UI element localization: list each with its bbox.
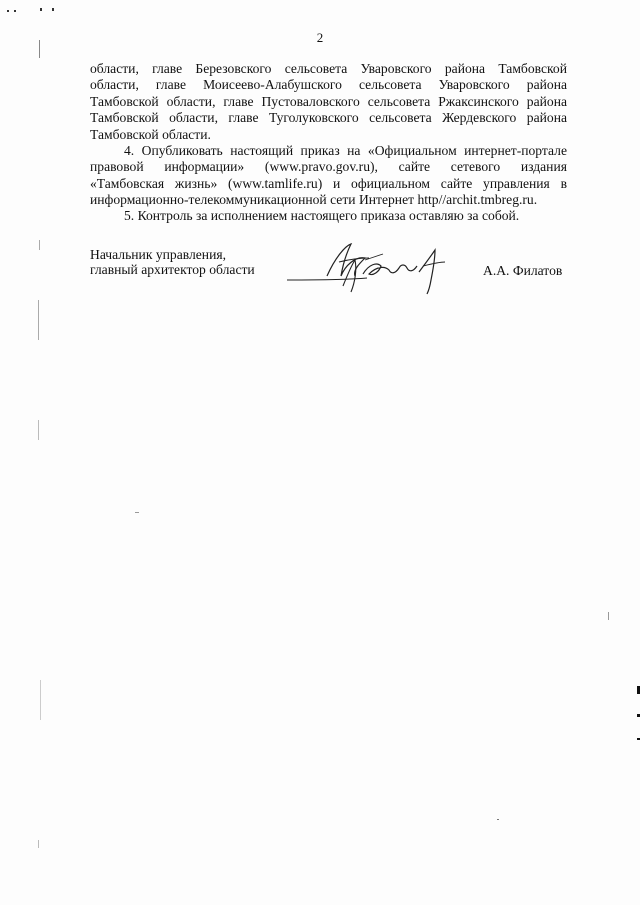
signatory-title-line-2: главный архитектор области <box>90 262 255 277</box>
scan-mark <box>40 680 41 720</box>
paragraph-4-publish <box>90 143 567 209</box>
scan-mark <box>608 612 609 620</box>
text-line: Тамбовской области. <box>90 126 211 142</box>
scan-mark <box>38 420 39 440</box>
scan-mark <box>14 10 16 12</box>
page-number: 2 <box>316 30 324 45</box>
scan-mark <box>38 840 39 848</box>
paragraph-5-control <box>90 208 567 224</box>
scan-mark <box>135 512 139 513</box>
scan-mark <box>38 300 39 340</box>
text-line: информационно-телекоммуникационной сети Интернет http//archit.tmbreg.ru. <box>90 192 538 208</box>
scan-mark <box>39 240 40 250</box>
text-line: «Тамбовская жизнь» (www.tamlife.ru) и официальном сайте управления в <box>90 175 567 191</box>
scan-mark <box>40 8 42 11</box>
text-line: правовой информации» (www.pravo.gov.ru), сайте сетевого издания <box>90 159 567 175</box>
paragraph-recipients <box>90 61 567 143</box>
signatory-name: А.А. Филатов <box>483 263 563 278</box>
signatory-title-line-1: Начальник управления, <box>90 247 226 262</box>
text-line: 4. Опубликовать настоящий приказ на «Официальном интернет-портале <box>124 143 567 158</box>
signatory-title <box>90 247 255 277</box>
text-line: области, главе Березовского сельсовета Уваровского района Тамбовской <box>90 61 567 76</box>
scan-mark <box>7 10 9 12</box>
text-line: области, главе Моисеево-Алабушского сельсовета Уваровского района <box>90 77 567 93</box>
text-line: 5. Контроль за исполнением настоящего приказа оставляю за собой. <box>124 208 520 223</box>
handwritten-signature <box>285 236 465 296</box>
text-line: Тамбовской области, главе Пустоваловского сельсовета Ржаксинского района <box>90 93 567 109</box>
scan-mark <box>52 8 54 11</box>
text-line: Тамбовской области, главе Туголуковского сельсовета Жердевского района <box>90 110 567 126</box>
scan-mark <box>497 819 499 820</box>
